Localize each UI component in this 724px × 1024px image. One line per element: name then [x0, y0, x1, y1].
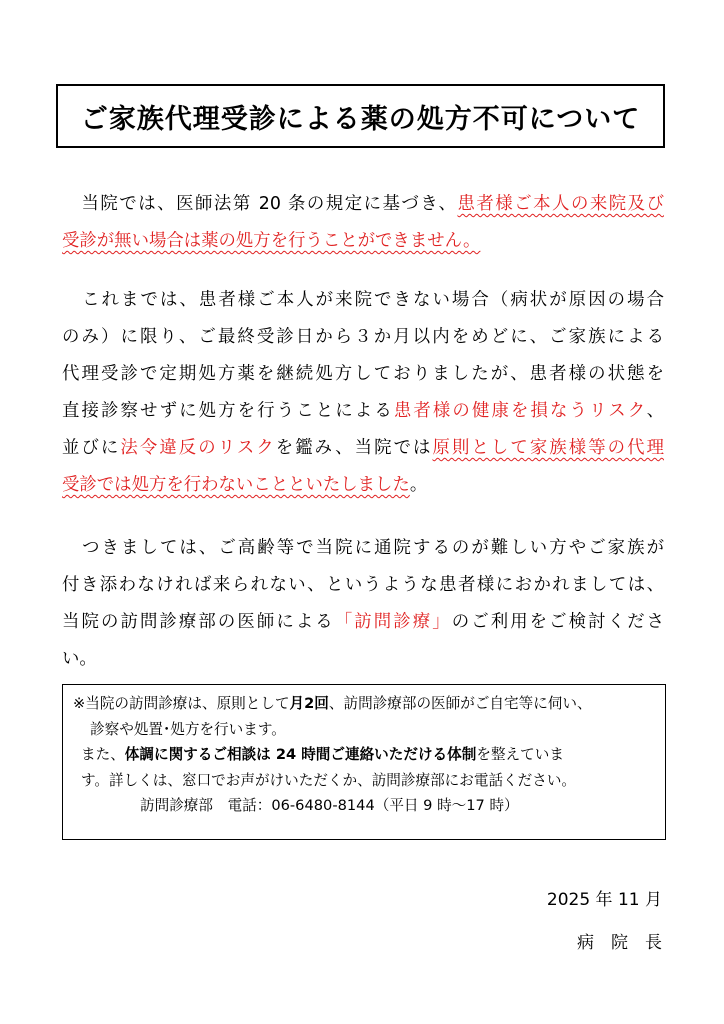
emphasis-text: 法令違反のリスク — [120, 438, 276, 458]
text-span: ※当院の訪問診療は、原則として — [73, 695, 290, 712]
issue-date: 2025 年 11 月 — [546, 890, 662, 910]
note-text — [73, 691, 665, 819]
text-span: 訪問診療部 電話：06-6480-8144（平日 9 時～17 時） — [140, 797, 519, 814]
paragraph-1 — [62, 186, 664, 260]
text-span: 診察や処置･処方を行います。 — [90, 720, 286, 738]
note-line-5 — [73, 793, 665, 819]
emphasis-text: 原則として家族様等の代理 — [432, 438, 664, 458]
paragraph-2-line-3 — [62, 356, 664, 393]
emphasis-text: 「訪問診療」 — [334, 612, 452, 632]
emphasis-text: 患者様の健康を損なうリスク — [393, 401, 647, 421]
text-span: を整えていま — [476, 746, 564, 763]
paragraph-3-line-3 — [62, 604, 664, 641]
title-box — [56, 84, 665, 148]
text-span: のみ）に限り、ご最終受診日から３か月以内をめどに、ご家族による — [62, 327, 664, 347]
text-span: 代理受診で定期処方薬を継続処方しておりましたが、患者様の状態を — [62, 364, 664, 384]
note-line-1 — [73, 691, 665, 717]
emphasis-text: 受診が無い場合は薬の処方を行うことができません。 — [62, 231, 481, 251]
text-span: 、訪問診療部の医師がご自宅等に伺い、 — [328, 695, 592, 712]
bold-text: 月2回 — [289, 695, 329, 712]
page-title: ご家族代理受診による薬の処方不可について — [80, 103, 641, 135]
note-line-2 — [73, 717, 665, 743]
text-span: のご利用をご検討くださ — [451, 612, 664, 632]
emphasis-text: 受診では処方を行わないことといたしました — [62, 475, 410, 495]
text-span: 当院の訪問診療部の医師による — [62, 612, 335, 632]
text-span: 付き添わなければ来られない、というような患者様におかれましては、 — [62, 575, 664, 595]
text-span: 当院では、医師法第 20 条の規定に基づき、 — [80, 194, 458, 214]
text-span: す。詳しくは、窓口でお声がけいただくか、訪問診療部にお電話ください。 — [81, 771, 577, 789]
text-span: い。 — [62, 649, 97, 669]
text-span: 並びに — [62, 438, 121, 458]
text-span: 直接診察せずに処方を行うことによる — [62, 401, 394, 421]
text-span: 。 — [409, 475, 428, 495]
paragraph-2-line-5 — [62, 430, 664, 467]
bold-text: 体調に関するご相談は 24 時間ご連絡いただける体制 — [124, 746, 477, 763]
paragraph-1-line-2 — [62, 223, 664, 260]
text-span: つきましては、ご高齢等で当院に通院するのが難しい方やご家族が — [80, 538, 664, 558]
text-span: を鑑み、当院では — [275, 438, 433, 458]
paragraph-1-line-1 — [62, 186, 664, 223]
paragraph-3-line-2 — [62, 567, 664, 604]
note-box — [62, 684, 666, 840]
paragraph-2-line-2 — [62, 319, 664, 356]
paragraph-2-line-6 — [62, 467, 664, 504]
emphasis-text: 患者様ご本人の来院及び — [457, 194, 664, 214]
text-span: これまでは、患者様ご本人が来院できない場合（病状が原因の場合 — [80, 290, 664, 310]
paragraph-2-line-4 — [62, 393, 664, 430]
paragraph-3-line-1 — [62, 530, 664, 567]
paragraph-2 — [62, 282, 664, 504]
note-line-3 — [73, 742, 665, 768]
text-span: 、 — [646, 401, 664, 421]
paragraph-3-line-4 — [62, 641, 664, 678]
paragraph-3 — [62, 530, 664, 678]
note-line-4 — [73, 768, 665, 794]
paragraph-2-line-1 — [62, 282, 664, 319]
signer: 病 院 長 — [577, 933, 662, 953]
text-span: また、 — [81, 746, 125, 763]
